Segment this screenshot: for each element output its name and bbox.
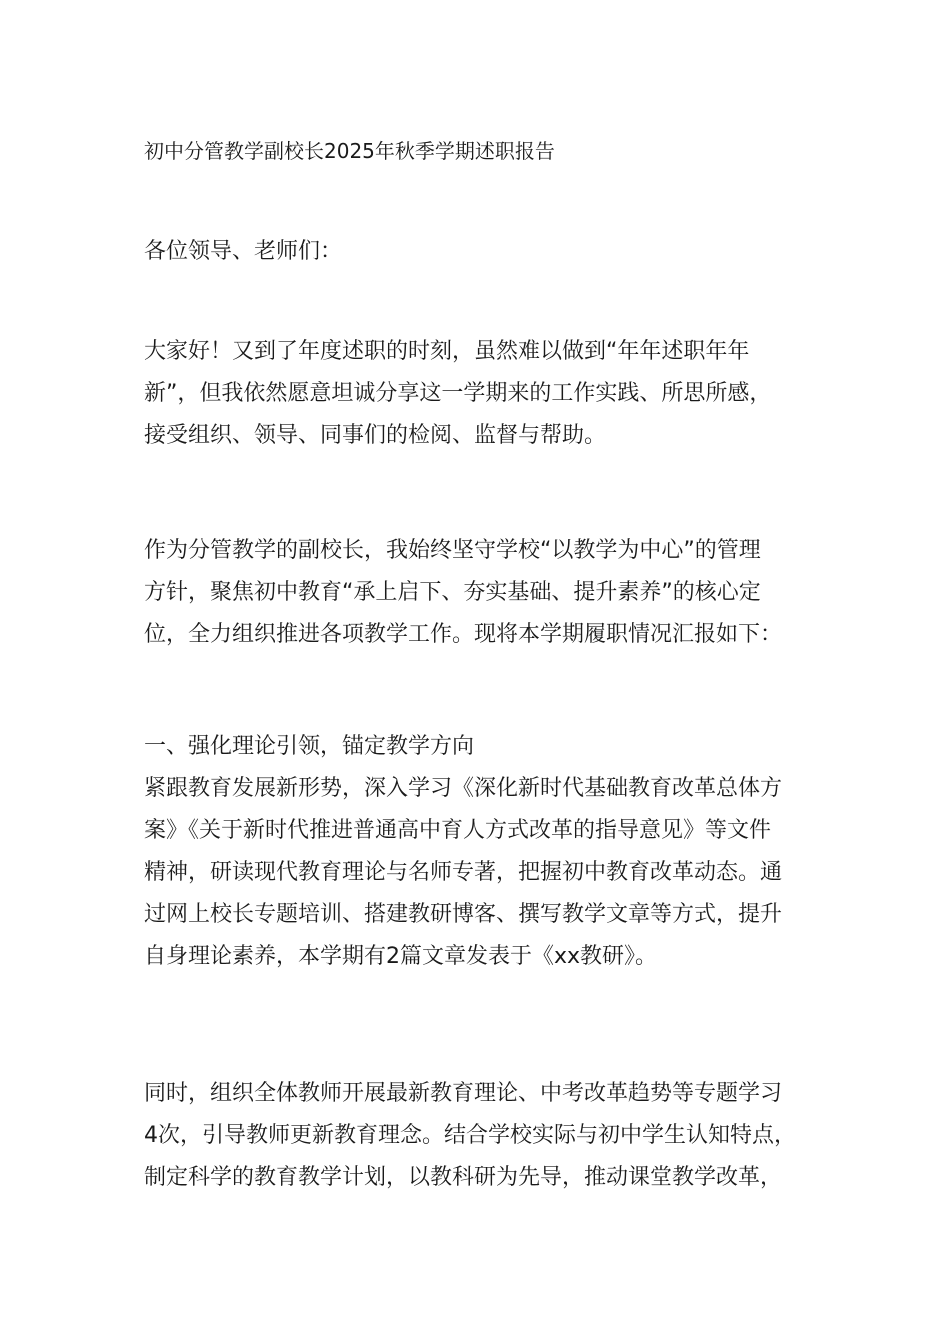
paragraph-meanwhile (144, 1073, 844, 1199)
paragraph-line: 自身理论素养，本学期有2篇文章发表于《xx教研》。 (144, 944, 658, 969)
paragraph-line: 接受组织、领导、同事们的检阅、监督与帮助。 (144, 423, 607, 448)
greeting: 各位领导、老师们： (144, 239, 343, 264)
section-one (144, 726, 844, 978)
paragraph-line: 同时，组织全体教师开展最新教育理论、中考改革趋势等专题学习 (144, 1081, 783, 1106)
paragraph-line: 精神，研读现代教育理论与名师专著，把握初中教育改革动态。通 (144, 860, 783, 885)
paragraph-line: 过网上校长专题培训、搭建教研博客、撰写教学文章等方式，提升 (144, 902, 783, 927)
paragraph-line: 作为分管教学的副校长，我始终坚守学校“以教学为中心”的管理 (144, 538, 761, 563)
paragraph-line: 紧跟教育发展新形势，深入学习《深化新时代基础教育改革总体方 (144, 776, 783, 801)
paragraph-line: 大家好！又到了年度述职的时刻，虽然难以做到“年年述职年年 (144, 339, 750, 364)
paragraph-opening (144, 331, 844, 457)
paragraph-line: 新”，但我依然愿意坦诚分享这一学期来的工作实践、所思所感， (144, 381, 772, 406)
paragraph-line: 方针，聚焦初中教育“承上启下、夯实基础、提升素养”的核心定 (144, 580, 761, 605)
paragraph-line: 位，全力组织推进各项教学工作。现将本学期履职情况汇报如下： (144, 622, 783, 647)
paragraph-role (144, 530, 844, 656)
paragraph-line: 案》《关于新时代推进普通高中育人方式改革的指导意见》等文件 (144, 818, 772, 843)
paragraph-line: 制定科学的教育教学计划，以教科研为先导，推动课堂教学改革， (144, 1165, 783, 1190)
section-heading: 一、强化理论引领，锚定教学方向 (144, 734, 475, 759)
document-title: 初中分管教学副校长2025年秋季学期述职报告 (144, 139, 555, 163)
paragraph-line: 4次，引导教师更新教育理念。结合学校实际与初中学生认知特点， (144, 1123, 796, 1148)
